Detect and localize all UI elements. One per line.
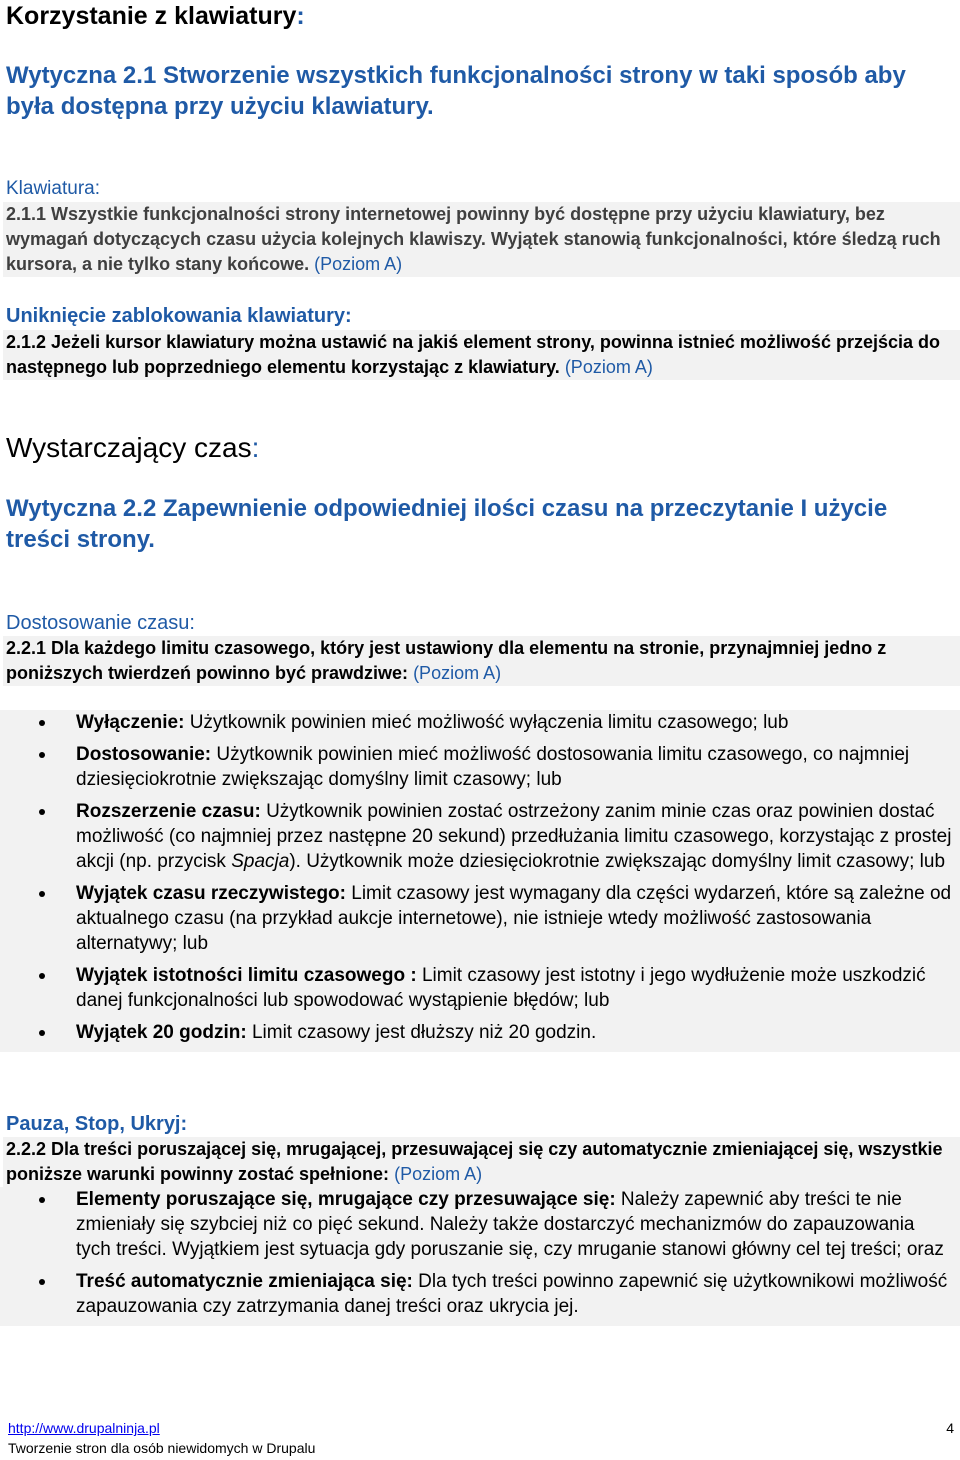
criterion-2-2-1 bbox=[3, 636, 960, 686]
option-text: Limit czasowy jest wymagany dla części wydarzeń, które są zależne od aktualnego czasu (na przykład aukcje internetowe), nie istnieje wtedy możliwość zastosowania alternatywy; lub bbox=[76, 883, 952, 954]
criterion-2-1-1-level: (Poziom A) bbox=[314, 254, 403, 274]
pause-conditions-list bbox=[0, 1187, 960, 1326]
subheading-no-keyboard-trap: Uniknięcie zablokowania klawiatury: bbox=[6, 305, 352, 327]
bullet-icon bbox=[39, 1279, 45, 1285]
criterion-2-1-1 bbox=[3, 202, 960, 277]
list-item bbox=[0, 710, 960, 735]
criterion-2-2-2-text: 2.2.2 Dla treści poruszającej się, mrugającej, przesuwającej się czy automatycznie zmieniającej się, wszystkie poniższe warunki powinny zostać spełnione: bbox=[6, 1139, 943, 1184]
bullet-icon bbox=[39, 973, 45, 979]
bullet-icon bbox=[39, 1197, 45, 1203]
guideline-2-1: Wytyczna 2.1 Stworzenie wszystkich funkcjonalności strony w taki sposób aby była dostępna przy użyciu klawiatury. bbox=[6, 62, 906, 120]
bullet-icon bbox=[39, 809, 45, 815]
page-number: 4 bbox=[946, 1420, 954, 1436]
condition-text: Należy zapewnić aby treści te nie zmieniały się szybciej niż co pięć sekund. Należy także dostarczyć mechanizmów do zapauzowania tych treści. Wyjątkiem jest sytuacja gdy poruszanie się, czy mruganie stanowi główny cel tej treści; oraz bbox=[76, 1189, 944, 1260]
section-title-text: Korzystanie z klawiatury bbox=[6, 2, 297, 30]
guideline-2-2: Wytyczna 2.2 Zapewnienie odpowiedniej ilości czasu na przeczytanie I użycie treści strony. bbox=[6, 495, 888, 553]
option-text: ). Użytkownik może dziesięciokrotnie zwiększając domyślny limit czasowy; lub bbox=[289, 851, 946, 872]
list-item bbox=[0, 881, 960, 956]
list-item bbox=[0, 1020, 960, 1045]
list-item bbox=[0, 963, 960, 1013]
subheading-timing-adjustable: Dostosowanie czasu: bbox=[6, 612, 195, 634]
bullet-icon bbox=[39, 720, 45, 726]
criterion-2-1-2 bbox=[3, 330, 960, 380]
criterion-2-2-1-level: (Poziom A) bbox=[413, 663, 502, 683]
criterion-2-2-1-text: 2.2.1 Dla każdego limitu czasowego, który jest ustawiony dla elementu na stronie, przynajmniej jedno z poniższych twierdzeń powinno być prawdziwe: bbox=[6, 638, 887, 683]
condition-term: Treść automatycznie zmieniająca się: bbox=[76, 1271, 413, 1292]
option-text: Użytkownik powinien mieć możliwość dostosowania limitu czasowego, co najmniej dziesięciokrotnie zwiększając domyślny limit czasowy; lub bbox=[76, 744, 910, 790]
bullet-icon bbox=[39, 1030, 45, 1036]
option-term: Wyłączenie: bbox=[76, 712, 185, 733]
criterion-2-1-2-text: 2.1.2 Jeżeli kursor klawiatury można ustawić na jakiś element strony, powinna istnieć możliwość przejścia do następnego lub poprzedniego elementu korzystając z klawiatury. bbox=[6, 332, 940, 377]
option-text: Limit czasowy jest dłuższy niż 20 godzin. bbox=[246, 1022, 597, 1043]
list-item bbox=[0, 799, 960, 874]
footer-subtitle: Tworzenie stron dla osób niewidomych w Drupalu bbox=[8, 1440, 316, 1456]
section-title-keyboard bbox=[6, 2, 946, 31]
criterion-2-2-2-level: (Poziom A) bbox=[394, 1164, 483, 1184]
option-term: Rozszerzenie czasu: bbox=[76, 801, 261, 822]
criterion-2-1-1-text: 2.1.1 Wszystkie funkcjonalności strony internetowej powinny być dostępne przy użyciu klawiatury, bez wymagań dotyczących czasu użycia kolejnych klawiszy. Wyjątek stanowią funkcjonalności, które śledzą ruch kursora, a nie tylko stany końcowe. bbox=[6, 204, 941, 274]
subheading-pause-stop-hide: Pauza, Stop, Ukryj: bbox=[6, 1113, 188, 1135]
list-item bbox=[0, 1269, 960, 1319]
option-key-name: Spacja bbox=[231, 851, 290, 872]
list-item bbox=[0, 742, 960, 792]
option-term: Wyjątek istotności limitu czasowego : bbox=[76, 965, 417, 986]
list-item bbox=[0, 1187, 960, 1262]
section-title-enough-time bbox=[6, 432, 946, 464]
criterion-2-1-2-level: (Poziom A) bbox=[564, 357, 653, 377]
page-footer bbox=[8, 1418, 954, 1458]
section-title-colon: : bbox=[296, 2, 305, 30]
criterion-2-2-2 bbox=[3, 1137, 960, 1187]
option-text: Użytkownik powinien zostać ostrzeżony zanim minie czas oraz powinien dostać możliwość (co najmniej przez następne 20 sekund) przedłużania limitu czasowego, korzystając z prostej akcji (np. przycisk bbox=[76, 801, 952, 872]
timing-options-list bbox=[0, 710, 960, 1052]
section-title-text: Wystarczający czas bbox=[6, 432, 252, 463]
option-term: Wyjątek czasu rzeczywistego: bbox=[76, 883, 346, 904]
option-term: Dostosowanie: bbox=[76, 744, 212, 765]
condition-text: Dla tych treści powinno zapewnić się użytkownikowi możliwość zapauzowania czy zatrzymania danej treści oraz ukrycia jej. bbox=[76, 1271, 948, 1317]
option-term: Wyjątek 20 godzin: bbox=[76, 1022, 247, 1043]
bullet-icon bbox=[39, 752, 45, 758]
footer-link[interactable]: http://www.drupalninja.pl bbox=[8, 1420, 160, 1436]
bullet-icon bbox=[39, 891, 45, 897]
option-text: Limit czasowy jest istotny i jego wydłużenie może uszkodzić danej funkcjonalności lub spowodować wystąpienie błędów; lub bbox=[76, 965, 926, 1011]
subheading-keyboard: Klawiatura: bbox=[6, 178, 100, 199]
section-title-colon: : bbox=[251, 432, 260, 463]
option-text: Użytkownik powinien mieć możliwość wyłączenia limitu czasowego; lub bbox=[184, 712, 789, 733]
condition-term: Elementy poruszające się, mrugające czy przesuwające się: bbox=[76, 1189, 616, 1210]
